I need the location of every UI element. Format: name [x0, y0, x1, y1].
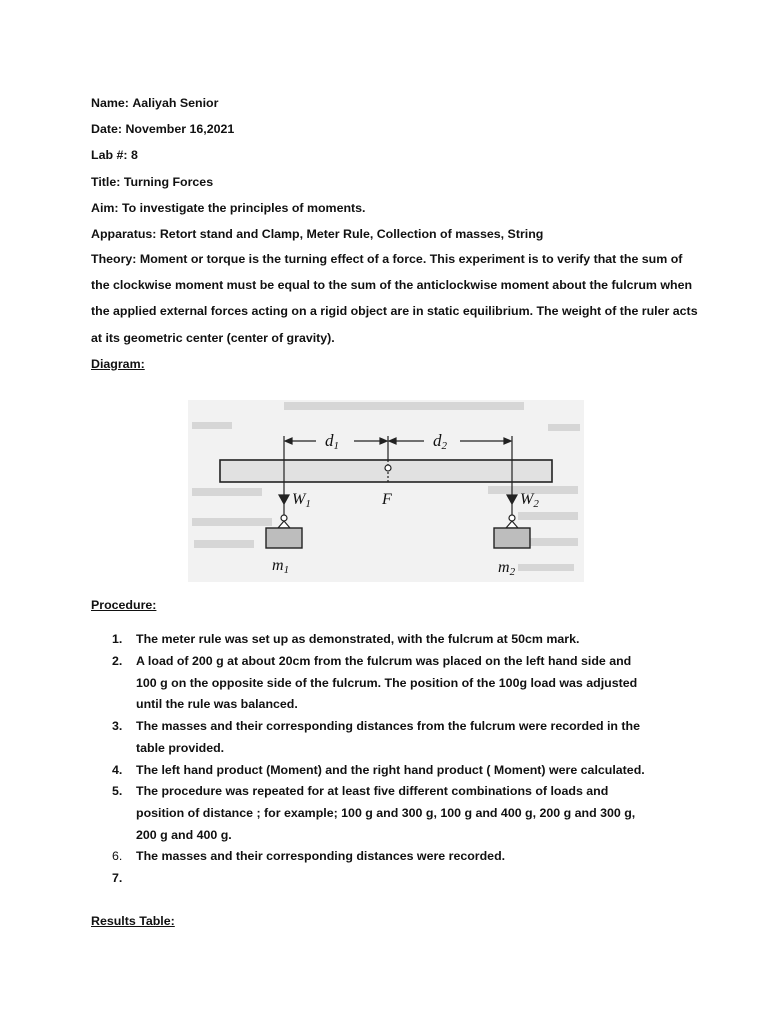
procedure-text-5: The procedure was repeated for at least five different combinations of loads and — [136, 784, 609, 798]
procedure-number-2: 2. — [112, 654, 123, 668]
procedure-text-6: The masses and their corresponding distances were recorded. — [136, 849, 506, 863]
procedure-number-3: 3. — [112, 719, 123, 733]
name-value: Aaliyah Senior — [132, 96, 219, 110]
title-line — [91, 174, 213, 190]
procedure-text-2c: until the rule was balanced. — [136, 697, 298, 711]
procedure-text-5c: 200 g and 400 g. — [136, 828, 232, 842]
results-table-heading: Results Table: — [91, 914, 175, 928]
procedure-number-5: 5. — [112, 784, 123, 798]
apparatus-line — [91, 226, 543, 242]
procedure-item-7 — [112, 870, 136, 886]
lab-line — [91, 147, 138, 163]
apparatus-value: Retort stand and Clamp, Meter Rule, Collection of masses, String — [159, 227, 544, 241]
meter-rule-bar — [220, 460, 552, 482]
fulcrum-pivot — [385, 465, 391, 471]
theory-line-3: the applied external forces acting on a rigid object are in static equilibrium. The weight of the ruler acts — [91, 304, 698, 318]
procedure-text-2b: 100 g on the opposite side of the fulcrum. The position of the 100g load was adjusted — [136, 676, 638, 690]
mass-m2 — [494, 528, 530, 548]
m2-label: m2 — [498, 559, 516, 578]
w1-label: W1 — [292, 491, 311, 510]
mass-m1 — [266, 528, 302, 548]
name-label: Name: — [91, 96, 129, 110]
diagram-heading: Diagram: — [91, 357, 145, 371]
procedure-text-4: The left hand product (Moment) and the right hand product ( Moment) were calculated. — [136, 763, 645, 777]
procedure-text-2: A load of 200 g at about 20cm from the fulcrum was placed on the left hand side and — [136, 654, 632, 668]
lab-value: 8 — [130, 148, 138, 162]
title-label: Title: — [91, 175, 121, 189]
lab-label: Lab #: — [91, 148, 128, 162]
procedure-text-3: The masses and their corresponding distances from the fulcrum were recorded in the — [136, 719, 641, 733]
procedure-number-4: 4. — [112, 763, 123, 777]
procedure-item-6 — [112, 848, 505, 864]
theory-label: Theory: — [91, 252, 137, 266]
w2-label: W2 — [520, 491, 539, 510]
theory-line-1 — [91, 251, 682, 267]
date-label: Date: — [91, 122, 122, 136]
m1-label: m1 — [272, 557, 290, 576]
theory-line-4: at its geometric center (center of gravity). — [91, 331, 335, 345]
aim-value: To investigate the principles of moments. — [122, 201, 366, 215]
fulcrum-label: F — [382, 491, 392, 508]
moments-diagram — [188, 400, 584, 582]
procedure-text-1: The meter rule was set up as demonstrated, with the fulcrum at 50cm mark. — [136, 632, 580, 646]
procedure-item-3 — [112, 718, 640, 734]
procedure-heading: Procedure: — [91, 598, 157, 612]
theory-line-2: the clockwise moment must be equal to the sum of the anticlockwise moment about the fulcrum when — [91, 278, 693, 292]
procedure-number-6: 6. — [112, 849, 123, 863]
procedure-number-1: 1. — [112, 632, 123, 646]
procedure-item-1 — [112, 631, 579, 647]
aim-line — [91, 200, 366, 216]
name-line — [91, 95, 218, 111]
procedure-item-4 — [112, 762, 645, 778]
aim-label: Aim: — [91, 201, 119, 215]
procedure-number-7: 7. — [112, 871, 123, 885]
apparatus-label: Apparatus: — [91, 227, 157, 241]
procedure-item-5 — [112, 783, 608, 799]
date-line — [91, 121, 234, 137]
procedure-text-5b: position of distance ; for example; 100 g and 300 g, 100 g and 400 g, 200 g and 300 g, — [136, 806, 636, 820]
title-value: Turning Forces — [123, 175, 214, 189]
procedure-text-3b: table provided. — [136, 741, 225, 755]
d2-label: d2 — [433, 431, 447, 452]
date-value: November 16,2021 — [125, 122, 235, 136]
procedure-item-2 — [112, 653, 631, 669]
theory-text-1: Moment or torque is the turning effect of a force. This experiment is to verify that the sum of — [139, 252, 683, 266]
d1-label: d1 — [325, 431, 339, 452]
